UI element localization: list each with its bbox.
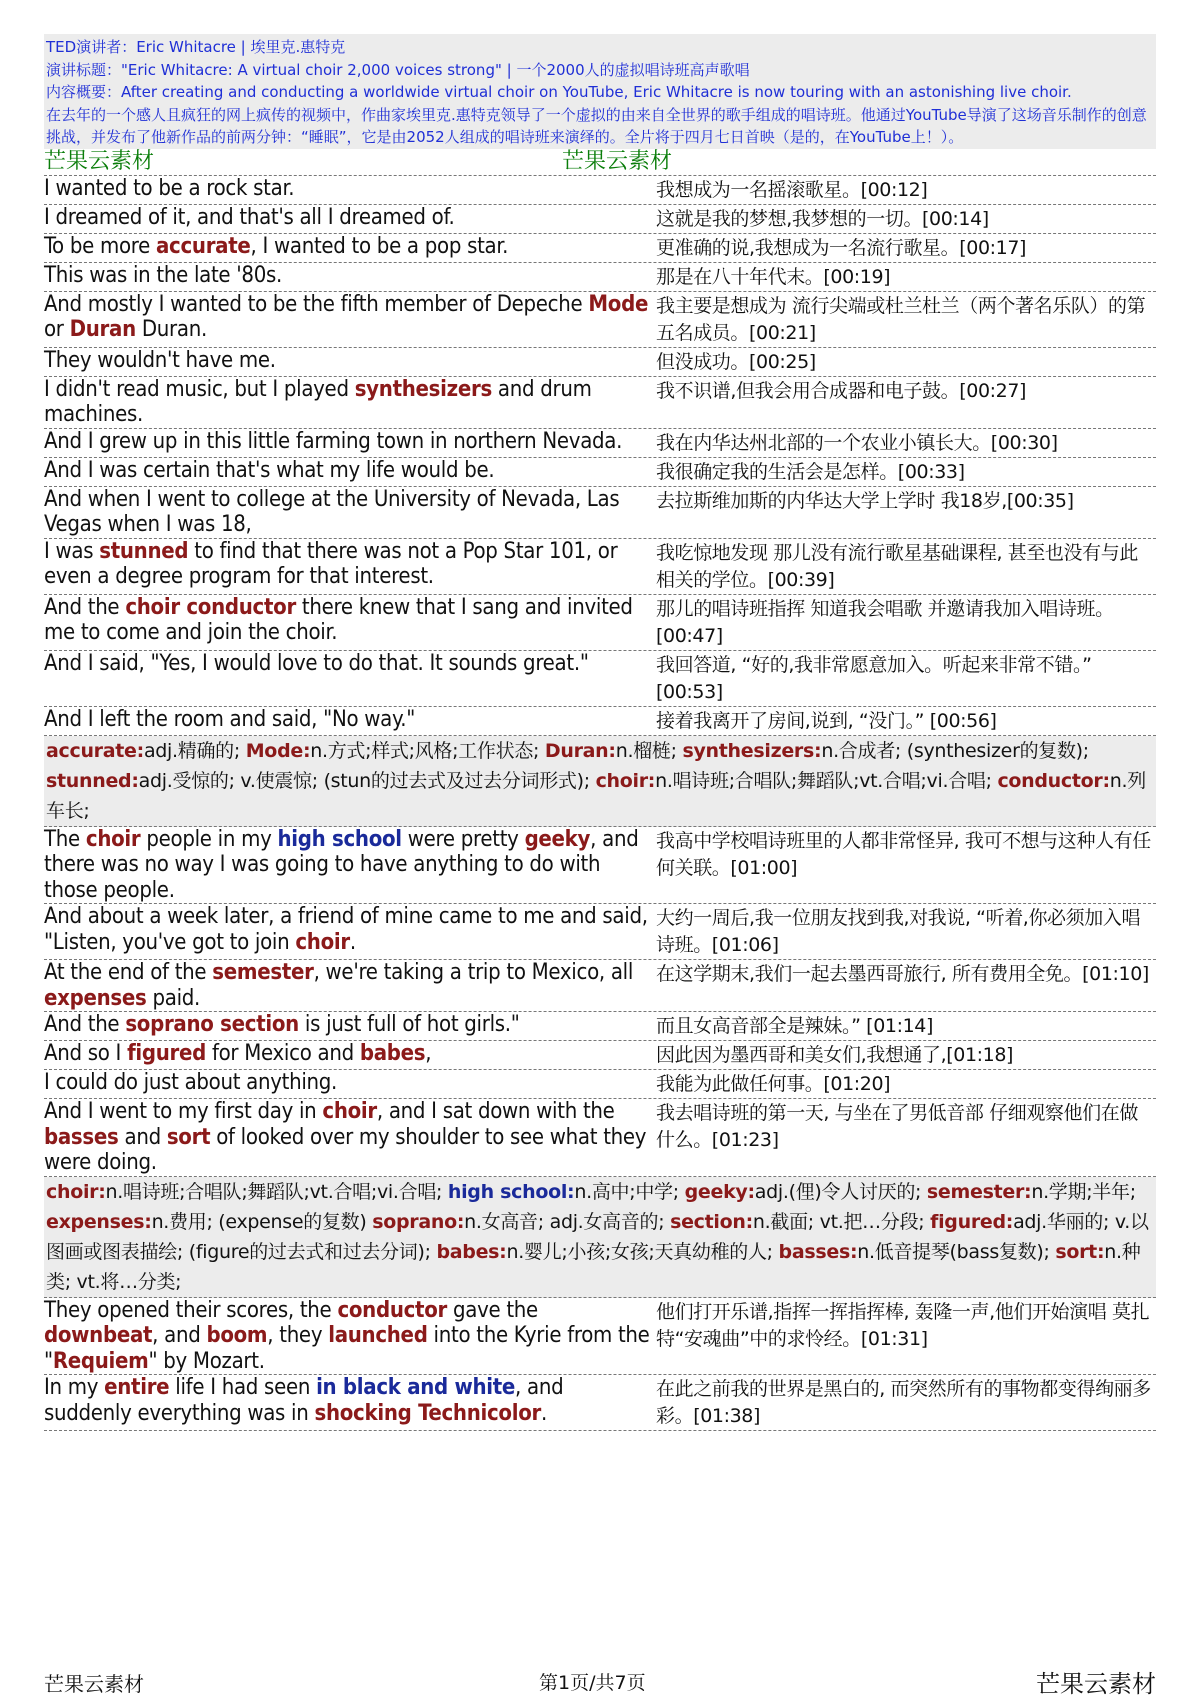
english-text: And the (44, 1012, 126, 1037)
transcript-row (44, 1041, 1156, 1070)
vocab-term: Duran: (544, 739, 616, 762)
english-text: , they (267, 1323, 329, 1348)
brand-left: 芒果云素材 (44, 148, 155, 174)
vocab-term: semester: (926, 1180, 1032, 1203)
english-text: were pretty (401, 826, 525, 852)
english-text: And mostly I wanted to be the fifth member of Depeche (44, 291, 589, 317)
english-line (44, 429, 656, 457)
keyword: expenses (44, 985, 147, 1011)
chinese-line: 我高中学校唱诗班里的人都非常怪异, 我可不想与这种人有任何关联。[01:00] (656, 829, 1151, 879)
vocab-term: stunned: (46, 769, 139, 792)
keyword: Duran (69, 317, 136, 342)
english-text: and drum machines. (44, 376, 592, 427)
chinese-line: 我去唱诗班的第一天, 与坐在了男低音部 仔细观察他们在做什么。[01:23] (656, 1102, 1138, 1151)
english-line (44, 348, 656, 376)
vocab-definition: n.唱诗班;合唱队;舞蹈队;vt.合唱;vi.合唱; (655, 769, 998, 792)
vocab-definition: adj.受惊的; v.使震惊; (stun的过去式及过去分词形式); (138, 769, 596, 792)
vocab-definition: n.高中;中学; (574, 1180, 685, 1203)
english-line (44, 487, 656, 538)
footer-brand-left: 芒果云素材 (44, 1672, 144, 1696)
vocab-definition: n.截面; vt.把…分段; (752, 1210, 931, 1233)
transcript-row (44, 377, 1156, 429)
transcript-row (44, 176, 1156, 205)
english-text: They wouldn't have me. (44, 347, 276, 373)
chinese-line: 而且女高音部全是辣妹。” [01:14] (656, 1015, 933, 1037)
vocab-definition: n.女高音; adj.女高音的; (464, 1210, 671, 1233)
chinese-line: 我不识谱,但我会用合成器和电子鼓。[00:27] (656, 379, 1027, 402)
keyword: entire (104, 1375, 170, 1400)
transcript-row (44, 429, 1156, 458)
english-line (44, 904, 656, 959)
transcript-block-3 (44, 1298, 1156, 1432)
english-text: and (118, 1124, 167, 1150)
english-text: I wanted to be a rock star. (44, 175, 295, 201)
english-line (44, 960, 656, 1011)
transcript-row (44, 205, 1156, 234)
keyword: shocking Technicolor (314, 1400, 541, 1426)
english-line (44, 595, 656, 650)
keyword: babes (359, 1041, 426, 1066)
english-line (44, 377, 656, 428)
keyword: boom (206, 1323, 268, 1348)
vocab-definition: n.唱诗班;合唱队;舞蹈队;vt.合唱;vi.合唱; (105, 1180, 448, 1203)
keyword: choir (322, 1099, 377, 1124)
keyword: accurate (155, 233, 251, 259)
chinese-line: 我能为此做任何事。[01:20] (656, 1073, 891, 1095)
keyword: Mode (588, 291, 649, 317)
english-text: And so I (44, 1041, 128, 1066)
chinese-line: 因此因为墨西哥和美女们,我想通了,[01:18] (656, 1044, 1014, 1066)
vocab-term: geeky: (684, 1180, 755, 1203)
vocab-definition: adj.(俚)令人讨厌的; (754, 1180, 927, 1203)
keyword: sort (166, 1124, 211, 1150)
chinese-line: 我吃惊地发现 那儿没有流行歌星基础课程, 甚至也没有与此相关的学位。[00:39] (656, 541, 1138, 591)
english-line (44, 263, 656, 291)
english-line (44, 1041, 656, 1069)
english-text: I dreamed of it, and that's all I dreamed of. (44, 204, 455, 230)
vocabulary-block-2 (44, 1177, 1156, 1298)
brand-right: 芒果云素材 (562, 148, 673, 174)
transcript-row (44, 1375, 1156, 1431)
chinese-line: 更准确的说,我想成为一名流行歌星。[00:17] (656, 236, 1027, 259)
english-text: , and there was no way I was going to have anything to do with those people. (44, 826, 639, 903)
transcript-row (44, 539, 1156, 595)
english-text: or (44, 317, 70, 342)
english-text: people in my (140, 826, 278, 852)
english-line (44, 827, 656, 904)
english-text: And I was certain that's what my life would be. (44, 457, 495, 483)
english-line (44, 1099, 656, 1176)
vocab-term: high school: (447, 1180, 575, 1203)
english-line (44, 707, 656, 735)
english-text: At the end of the (44, 960, 213, 985)
english-text: Duran. (135, 317, 207, 342)
english-text: And I left the room and said, "No way." (44, 706, 416, 732)
english-text: I didn't read music, but I played (44, 376, 355, 402)
transcript-row (44, 263, 1156, 292)
english-line (44, 205, 656, 233)
vocab-definition: n.方式;样式;风格;工作状态; (310, 739, 545, 762)
summary-line: 内容概要：After creating and conducting a worldwide virtual choir on YouTube, Eric Whitacre is now touring with an astonishing live choir. (46, 83, 1072, 101)
document-page (44, 34, 1156, 1431)
vocab-term: synthesizers: (682, 739, 822, 762)
transcript-block-2 (44, 827, 1156, 1177)
english-text: And I went to my first day in (44, 1099, 323, 1124)
intro-paragraph: 在去年的一个感人且疯狂的网上疯传的视频中，作曲家埃里克.惠特克领导了一个虚拟的由来自全世界的歌手组成的唱诗班。他通过YouTube导演了这场音乐制作的创意挑战，并发布了他新作品的前两分钟：“睡眠”，它是由2052人组成的唱诗班来演绎的。全片将于四月七日首映（是的，在YouTube上！）。 (46, 105, 1147, 146)
vocab-term: soprano: (372, 1210, 465, 1233)
vocab-definition: adj.精确的; (143, 739, 246, 762)
english-text: , and I sat down with the (376, 1099, 615, 1124)
keyword: semester (212, 960, 314, 985)
vocab-term: figured: (930, 1210, 1014, 1233)
keyword: high school (277, 826, 402, 852)
transcript-row (44, 1099, 1156, 1177)
english-text: for Mexico and (205, 1041, 360, 1066)
keyword: synthesizers (354, 376, 492, 402)
english-text: , we're taking a trip to Mexico, all (313, 960, 634, 985)
vocab-definition: n.婴儿;小孩;女孩;天真幼稚的人; (506, 1240, 779, 1263)
keyword: soprano section (125, 1012, 299, 1037)
english-text: life I had seen (169, 1375, 317, 1400)
english-text: of looked over my shoulder to see what they were doing. (44, 1124, 647, 1175)
english-line (44, 234, 656, 262)
transcript-row (44, 904, 1156, 960)
vocab-term: accurate: (46, 739, 144, 762)
vocabulary-block-1 (44, 736, 1156, 827)
english-text: And I said, "Yes, I would love to do that. It sounds great." (44, 650, 589, 676)
transcript-row (44, 1070, 1156, 1099)
chinese-line: 我想成为一名摇滚歌星。[00:12] (656, 178, 928, 201)
english-text: The (44, 826, 86, 852)
keyword: geeky (524, 826, 591, 852)
english-text: is just full of hot girls." (298, 1012, 520, 1037)
page-number: 第1页/共7页 (539, 1672, 646, 1694)
page-footer (44, 1668, 1156, 1696)
chinese-line: 我在内华达州北部的一个农业小镇长大。[00:30] (656, 431, 1058, 454)
chinese-line: 在这学期末,我们一起去墨西哥旅行, 所有费用全免。[01:10] (656, 963, 1149, 985)
transcript-block-1 (44, 176, 1156, 736)
english-line (44, 1012, 656, 1040)
vocab-definition: n.榴梿; (615, 739, 683, 762)
chinese-line: 这就是我的梦想,我梦想的一切。[00:14] (656, 207, 989, 230)
chinese-line: 那是在八十年代末。[00:19] (656, 265, 891, 288)
vocab-term: basses: (778, 1240, 858, 1263)
english-text: , and (152, 1323, 207, 1348)
english-text: into the Kyrie from the " (44, 1323, 650, 1374)
keyword: downbeat (44, 1323, 153, 1348)
chinese-line: 接着我离开了房间,说到, “没门。” [00:56] (656, 709, 997, 732)
english-line (44, 458, 656, 486)
keyword: conductor (337, 1297, 447, 1323)
keyword: choir (85, 826, 141, 852)
english-text: paid. (146, 985, 201, 1011)
vocab-term: babes: (436, 1240, 507, 1263)
transcript-row (44, 595, 1156, 651)
english-text: This was in the late '80s. (44, 262, 283, 288)
english-text: I could do just about anything. (44, 1070, 338, 1095)
english-text: And I grew up in this little farming town in northern Nevada. (44, 428, 623, 454)
english-text: " by Mozart. (148, 1348, 265, 1374)
vocab-definition: n.列车长; (46, 769, 1146, 822)
keyword: stunned (99, 538, 189, 564)
vocab-term: choir: (46, 1180, 106, 1203)
chinese-line: 我主要是想成为 流行尖端或杜兰杜兰（两个著名乐队）的第五名成员。[00:21] (656, 294, 1146, 344)
english-text: They opened their scores, the (44, 1297, 338, 1323)
chinese-line: 去拉斯维加斯的内华达大学上学时 我18岁,[00:35] (656, 489, 1074, 512)
vocab-term: Mode: (245, 739, 311, 762)
transcript-row (44, 827, 1156, 905)
english-text: , I wanted to be a pop star. (250, 233, 509, 259)
transcript-row (44, 707, 1156, 736)
keyword: in black and white (316, 1375, 516, 1400)
chinese-line: 他们打开乐谱,指挥一挥指挥棒, 轰隆一声,他们开始演唱 莫扎特“安魂曲”中的求怜经。[01:31] (656, 1300, 1150, 1350)
transcript-row (44, 651, 1156, 707)
vocab-term: conductor: (997, 769, 1110, 792)
chinese-line: 大约一周后,我一位朋友找到我,对我说, “听着,你必须加入唱诗班。[01:06] (656, 907, 1141, 956)
talk-info-box (44, 34, 1156, 149)
brand-row (44, 149, 1156, 176)
vocab-term: choir: (595, 769, 656, 792)
english-text: . (349, 929, 356, 955)
keyword: figured (127, 1041, 206, 1066)
transcript-row (44, 292, 1156, 348)
vocab-term: expenses: (46, 1210, 152, 1233)
vocab-term: section: (670, 1210, 753, 1233)
english-line (44, 1375, 656, 1430)
chinese-line: 那儿的唱诗班指挥 知道我会唱歌 并邀请我加入唱诗班。[00:47] (656, 597, 1114, 647)
english-line (44, 176, 656, 204)
title-line: 演讲标题："Eric Whitacre: A virtual choir 2,000 voices strong" | 一个2000人的虚拟唱诗班高声歌唱 (46, 60, 750, 79)
footer-brand-right: 芒果云素材 (1036, 1670, 1156, 1698)
english-text: , (425, 1041, 432, 1066)
english-text: And when I went to college at the University of Nevada, Las Vegas when I was 18, (44, 486, 620, 537)
transcript-row (44, 348, 1156, 377)
keyword: choir (295, 929, 350, 955)
chinese-line: 我回答道, “好的,我非常愿意加入。听起来非常不错。” [00:53] (656, 653, 1092, 703)
vocab-definition: n.种类; vt.将…分类; (46, 1240, 1141, 1293)
english-line (44, 292, 656, 347)
vocab-definition: n.学期;半年; (1031, 1180, 1136, 1203)
english-text: And about a week later, a friend of mine came to me and said, "Listen, you've got to join (44, 904, 648, 955)
english-text: gave the (446, 1297, 538, 1323)
vocab-term: sort: (1055, 1240, 1105, 1263)
vocab-definition: n.合成者; (synthesizer的复数); (821, 739, 1089, 762)
vocab-definition: n.费用; (expense的复数) (151, 1210, 373, 1233)
chinese-line: 但没成功。[00:25] (656, 350, 816, 373)
english-line (44, 1070, 656, 1098)
transcript-row (44, 234, 1156, 263)
vocab-definition: n.低音提琴(bass复数); (857, 1240, 1056, 1263)
english-text: To be more (44, 233, 156, 259)
keyword: basses (44, 1124, 119, 1150)
english-text: And the (44, 594, 126, 620)
english-text: there knew that I sang and invited me to come and join the choir. (44, 594, 633, 645)
english-text: I was (44, 538, 100, 564)
chinese-line: 我很确定我的生活会是怎样。[00:33] (656, 460, 965, 483)
transcript-row (44, 960, 1156, 1012)
english-line (44, 651, 656, 706)
keyword: choir conductor (125, 594, 296, 620)
keyword: launched (328, 1323, 428, 1348)
english-line (44, 539, 656, 594)
english-text: to find that there was not a Pop Star 101, or even a degree program for that interest. (44, 538, 618, 589)
transcript-row (44, 1012, 1156, 1041)
transcript-row (44, 458, 1156, 487)
transcript-row (44, 1298, 1156, 1376)
vocab-definition: adj.华丽的; v.以图画或图表描绘; (figure的过去式和过去分词); (46, 1210, 1149, 1263)
english-text: . (540, 1400, 547, 1426)
english-line (44, 1298, 656, 1375)
transcript-row (44, 487, 1156, 539)
english-text: In my (44, 1375, 105, 1400)
speaker-line: TED演讲者：Eric Whitacre | 埃里克.惠特克 (46, 38, 346, 56)
keyword: Requiem (52, 1348, 149, 1374)
english-text: , and suddenly everything was in (44, 1375, 564, 1426)
chinese-line: 在此之前我的世界是黑白的, 而突然所有的事物都变得绚丽多彩。[01:38] (656, 1378, 1151, 1427)
